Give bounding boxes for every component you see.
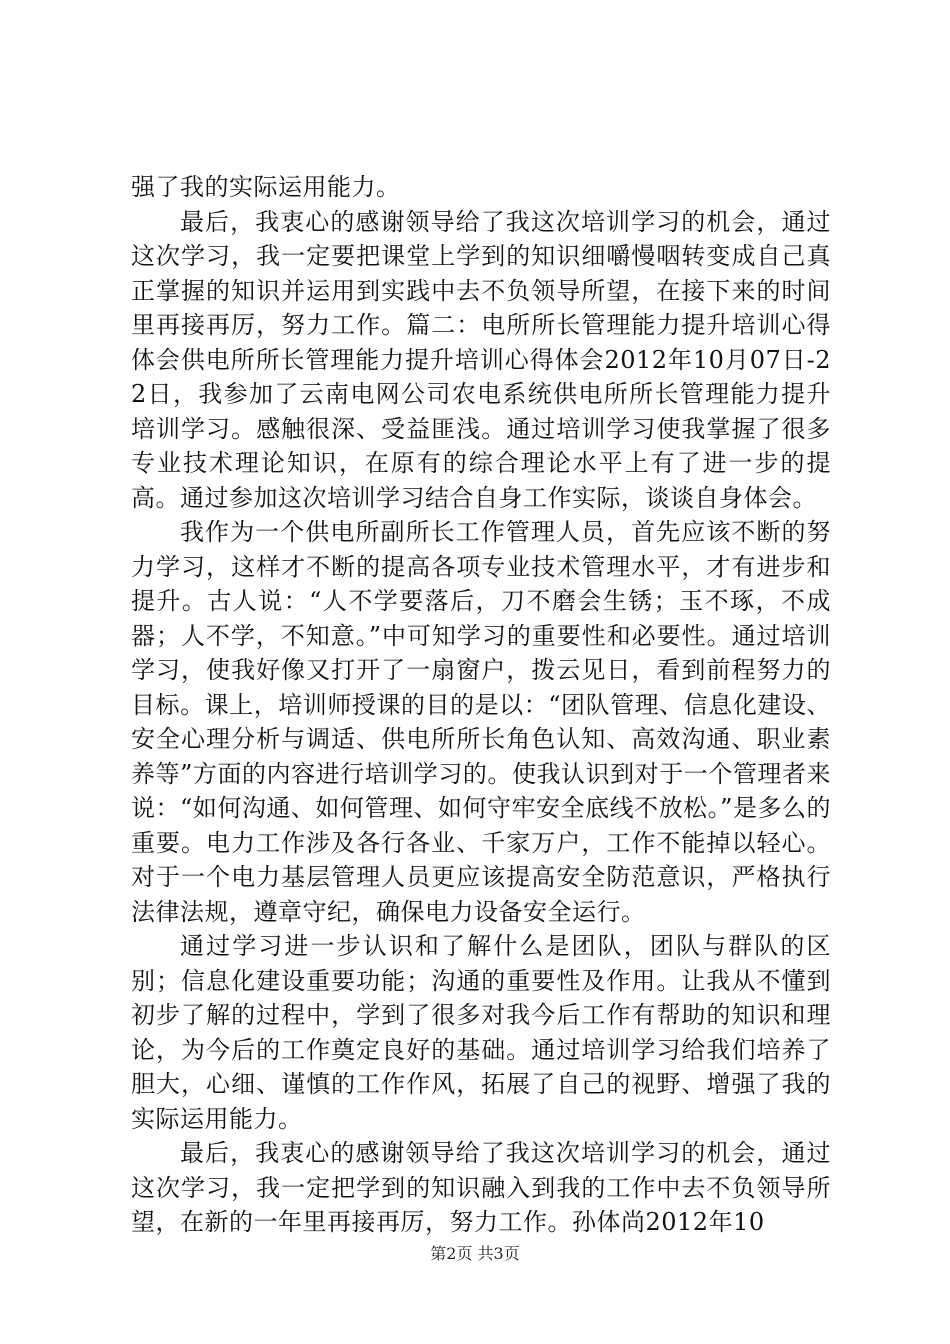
paragraph-learning-importance: 我作为一个供电所副所长工作管理人员，首先应该不断的努力学习，这样才不断的提高各项专业技术管理水平，才有进步和提升。古人说：“人不学要落后，刀不磨会生锈；玉不琢，不成器；人不学，不知意。”中可知学习的重要性和必要性。通过培训学习，使我好像又打开了一扇窗户，拨云见日，看到前程努力的目标。课上，培训师授课的目的是以：“团队管理、信息化建设、安全心理分析与调适、供电所所长角色认知、高效沟通、职业素养等”方面的内容进行培训学习的。使我认识到对于一个管理者来说：“如何沟通、如何管理、如何守牢安全底线不放松。”是多么的重要。电力工作涉及各行各业、千家万户，工作不能掉以轻心。对于一个电力基层管理人员更应该提高安全防范意识，严格执行法律法规，遵章守纪，确保电力设备安全运行。 <box>131 518 831 926</box>
paragraph-team-understanding: 通过学习进一步认识和了解什么是团队，团队与群队的区别；信息化建设重要功能；沟通的重要性及作用。让我从不懂到初步了解的过程中，学到了很多对我今后工作有帮助的知识和理论，为今后的工作奠定良好的基础。通过培训学习给我们培养了胆大，心细、谨慎的工作作风，拓展了自己的视野、增强了我的实际运用能力。 <box>131 932 831 1133</box>
document-body <box>131 170 831 1240</box>
page-number-footer: 第2页 共3页 <box>430 1244 520 1263</box>
paragraph-closing-thanks-and-section-two: 最后，我衷心的感谢领导给了我这次培训学习的机会，通过这次学习，我一定要把课堂上学到的知识细嚼慢咽转变成自己真正掌握的知识并运用到实践中去不负领导所望，在接下来的时间里再接再厉，努力工作。篇二：电所所长管理能力提升培训心得体会供电所所长管理能力提升培训心得体会2012年10月07日-22日，我参加了云南电网公司农电系统供电所所长管理能力提升培训学习。感触很深、受益匪浅。通过培训学习使我掌握了很多专业技术理论知识，在原有的综合理论水平上有了进一步的提高。通过参加这次培训学习结合自身工作实际，谈谈自身体会。 <box>131 207 831 512</box>
paragraph-continuation: 强了我的实际运用能力。 <box>131 173 401 201</box>
paragraph-final-thanks: 最后，我衷心的感谢领导给了我这次培训学习的机会，通过这次学习，我一定把学到的知识融入到我的工作中去不负领导所望，在新的一年里再接再厉，努力工作。孙体尚2012年10 <box>131 1139 831 1236</box>
